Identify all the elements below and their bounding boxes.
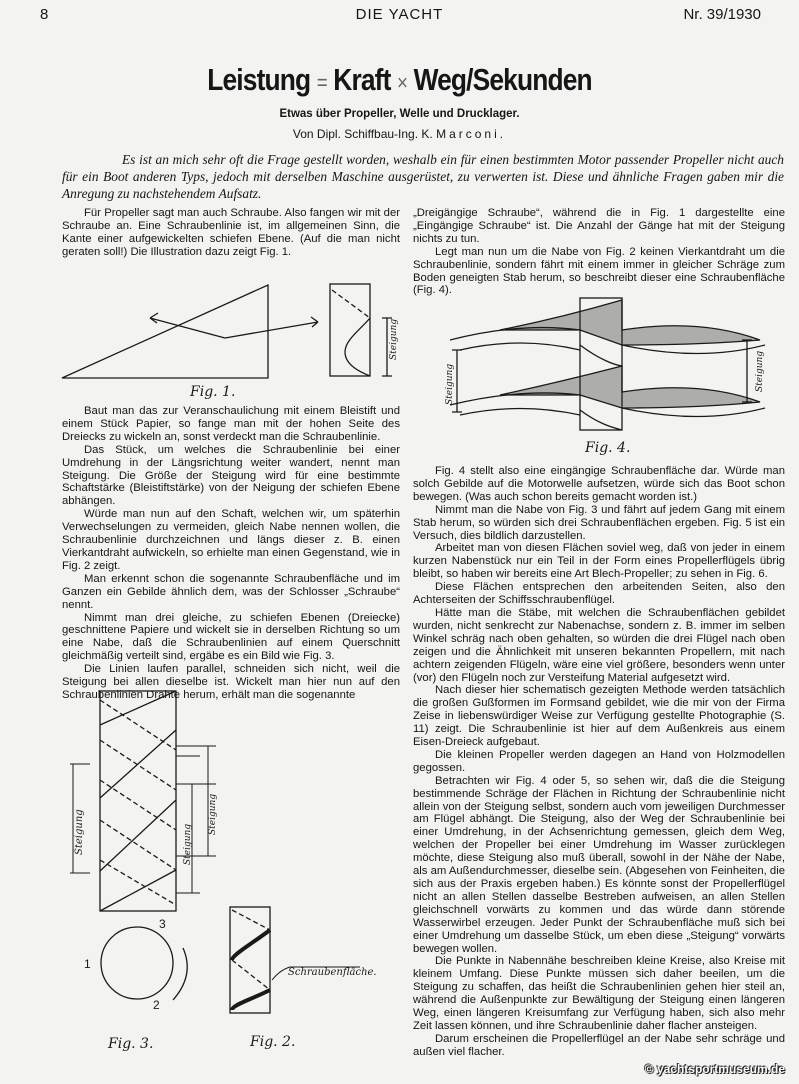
steigung-label: Steigung [208, 793, 218, 835]
author-prefix: Von Dipl. Schiffbau-Ing. K. [292, 127, 433, 141]
paragraph: Hätte man die Stäbe, mit welchen die Schraubenflächen gebildet wurden, nicht senkrecht zur Nabenachse, sondern z. B. immer im selben Winkel schräg nach oben gehalten, so würden die drei Flügel nach oben zeigen und die Ähnlichkeit mit unseren bekannten Propellern, mit nach achtern zeigenden Flügeln, wäre eine viel größere, besonders wenn unter (vor) den Flügeln noch zur Versteifung Material aufgesetzt wird. [413, 606, 785, 684]
title-equals: = [316, 70, 327, 95]
square-wire [232, 930, 270, 1010]
rotation-arrow-icon [173, 948, 187, 1000]
page-number: 8 [40, 6, 49, 23]
title-word: Weg/Sekunden [413, 62, 592, 97]
figure-3 [70, 691, 218, 1052]
journal-name: DIE YACHT [355, 6, 444, 23]
paragraph: Legt man nun um die Nabe von Fig. 2 keinen Vierkantdraht um die Schraubenlinie, sondern fährt mit einem immer in gleicher Schräge zum Boden geneigten Stab herum, so beschreibt dieser eine Schraubenfläche (Fig. 4). [413, 245, 785, 297]
paragraph: Baut man das zur Veranschaulichung mit einem Bleistift und einem Stück Papier, so fange man mit der hohen Seite des Dreiecks zu wickeln an, sonst verdeckt man die Schraubenlinie. [62, 405, 400, 443]
paragraph: Würde man nun auf den Schaft, welchen wir, um späterhin Verwechselungen zu vermeiden, gleich Nabe nennen wollen, die Schraubenlinie durchzeichnen und längs dieser z. B. einen Vierkantdraht aufwickeln, so erhielte man einen Gegenstand, wie in Fig. 2 zeigt. [62, 508, 400, 572]
paragraph: Die Punkte in Nabennähe beschreiben kleine Kreise, also Kreise mit kleinem Umfang. Diese Punkte müssen sich daher beeilen, um die Steigung zu schaffen, das heißt die Schraubenlinien gehen hier steil an, während die Außenpunkte zur Bewältigung der Steigung einen längeren Weg, einen längeren Kreisumfang zur Verfügung haben, sich also mehr Zeit lassen können, und ihre Schraubenlinie daher flacher ansteigen. [413, 955, 785, 1032]
paragraph: Man erkennt schon die sogenannte Schraubenfläche und im Ganzen ein Gebilde ähnlich dem, was der Schlosser „Schraube“ nennt. [62, 572, 400, 611]
watermark: © yachtsportmuseum.de [644, 1062, 785, 1076]
cross-section-circle [101, 927, 173, 999]
paragraph: Nimmt man drei gleiche, zu schiefen Ebenen (Dreiecke) geschnittene Papiere und wickelt sie in derselben Richtung so um eine Nabe, daß die Schraubenlinien auf einem Querschnitt gleichmäßig verteilt sind, ergäbe es ein Bild wie Fig. 3. [62, 611, 400, 663]
article-subtitle: Etwas über Propeller, Welle und Drucklager. [279, 108, 520, 120]
paragraph: Nimmt man die Nabe von Fig. 3 und fährt auf jedem Gang mit einem Stab herum, so würden sich drei Schraubenflächen ergeben. Fig. 5 ist ein Versuch, dies bildlich darzustellen. [413, 503, 785, 542]
hub-cylinder [100, 691, 176, 911]
cylinder [330, 284, 370, 376]
helical-surface [500, 300, 760, 345]
figure-caption: Fig. 3. [108, 1036, 154, 1052]
thread-number: 3 [159, 917, 166, 931]
title-times: × [397, 70, 408, 95]
arrow-icon [150, 313, 318, 338]
steigung-label: Steigung [183, 823, 193, 865]
steigung-label: Steigung [445, 363, 455, 405]
hidden-helix [332, 290, 370, 318]
paragraph: Die kleinen Propeller werden dagegen an Hand von Holzmodellen gegossen. [413, 748, 785, 774]
paragraph: Fig. 4 stellt also eine eingängige Schraubenfläche dar. Würde man solch Gebilde auf die Motorwelle aufsetzen, würde sich das Boot schon bewegen. (Was auch schon bereits gemacht worden ist.) [413, 465, 785, 503]
thread-number: 2 [153, 998, 160, 1012]
steigung-label: Steigung [74, 809, 85, 855]
figure-2 [230, 907, 377, 1050]
helix-lines [100, 691, 176, 911]
inclined-plane-triangle [62, 285, 268, 378]
figure-1 [62, 284, 399, 400]
figure-caption: Fig. 2. [250, 1034, 296, 1050]
steigung-label: Steigung [389, 318, 399, 360]
paragraph: Für Propeller sagt man auch Schraube. Also fangen wir mit der Schraube an. Eine Schraubenlinie ist, im allgemeinen Sinn, die Kante einer aufgewickelten schiefen Ebene. (Auf die man nicht geraten soll!) Die Illustration dazu zeigt Fig. 1. [62, 207, 400, 258]
schraubenflaeche-label: Schraubenfläche. [288, 967, 377, 978]
thread-number: 1 [84, 957, 91, 971]
paragraph: Das Stück, um welches die Schraubenlinie bei einer Umdrehung in der Längsrichtung weiter wandert, nennt man Steigung. Die Größe der Steigung wird für eine bestimmte Schaftstärke (Bleistiftstärke) von der Neigung der schiefen Ebene abhängen. [62, 443, 400, 508]
helical-surface [500, 366, 760, 408]
paragraph: Diese Flächen entsprechen den arbeitenden Seiten, also den Achterseiten der Schiffsschraubenflügel. [413, 581, 785, 607]
helix-line [345, 318, 370, 376]
paragraph: Die Linien laufen parallel, schneiden sich nicht, weil die Steigung bei allen dieselbe ist. Wickelt man hier nun auf den Schraubenlinien Drähte herum, erhält man die sogenannte [62, 663, 400, 701]
figure-caption: Fig. 4. [585, 440, 631, 456]
title-word: Leistung [207, 62, 311, 97]
paragraph: Arbeitet man von diesen Flächen soviel weg, daß von jeder in einem kurzen Nabenstück nur ein Teil in der Form eines Propellerflügels übrig bleibt, so haben wir bereits eine Art Blech-Propeller; zu sehen in Fig. 6. [413, 542, 785, 581]
issue-number: Nr. 39/1930 [683, 6, 761, 23]
figure-caption: Fig. 1. [190, 384, 236, 400]
hidden-helix [232, 910, 270, 990]
hidden-helix-lines [100, 700, 176, 905]
figure-4 [445, 298, 765, 456]
title-word: Kraft [333, 62, 391, 97]
paragraph: Darum erscheinen die Propellerflügel an der Nabe sehr schräge und außen viel flacher. [413, 1032, 785, 1058]
steigung-label: Steigung [755, 350, 765, 392]
author-name: Marconi. [436, 127, 507, 141]
paragraph: Betrachten wir Fig. 4 oder 5, so sehen wir, daß die die Steigung bestimmende Schräge der Flächen in Richtung der Schraubenlinie nicht allein von der Steigung selbst, sondern auch vom jeweiligen Durchmesser am Flügel abhängt. Die Steigung, also der Weg der Schraubenlinie bei einer Umdrehung, in der Achsenrichtung gemessen, gleich dem Weg, welchen der Propeller bei einer Umdrehung im Wasser zurücklegen möchte, diese Steigung also muß überall, sowohl in der Nähe der Nabe, als am Außendurchmesser, dieselbe sein. (Abgesehen von Feinheiten, die sich aus der Praxis ergeben haben.) Es könnte sonst der Propellerflügel nicht an allen Stellen dasselbe Bestreben aufweisen, an allen Stellen gleichschnell vorwärts zu kommen und das würde dann störende Wasserwirbel erzeugen. Jeder Punkt der Schraubenfläche muß sich bei einer Umdrehung um dasselbe Stück, um eben diese „Steigung“ vorwärts bewegen wollen. [413, 774, 785, 955]
article-intro: Es ist an mich sehr oft die Frage gestellt worden, weshalb ein für einen bestimmten Motor passender Propeller nicht auch für ein Boot anderen Typs, jedoch mit derselben Maschine ausgerüstet, zu verwerten ist. Diese und ähnliche Fragen gaben mir die Anregung zu nachstehendem Aufsatz. [62, 152, 784, 201]
paragraph: Nach dieser hier schematisch gezeigten Methode werden tatsächlich die großen Gußformen im Formsand gebildet, wie die mir von der Firma Zeise in liebenswürdiger Weise zur Verfügung gestellte Photographie (S. 11) zeigt. Die Schraubenlinie ist hier auf dem Außenkreis aus einem Eisen-Dreieck aufgebaut. [413, 684, 785, 749]
paragraph: „Dreigängige Schraube“, während die in Fig. 1 dargestellte eine „Eingängige Schraube“ ist. Die Anzahl der Gänge hat mit der Steigung nichts zu tun. [413, 207, 785, 245]
